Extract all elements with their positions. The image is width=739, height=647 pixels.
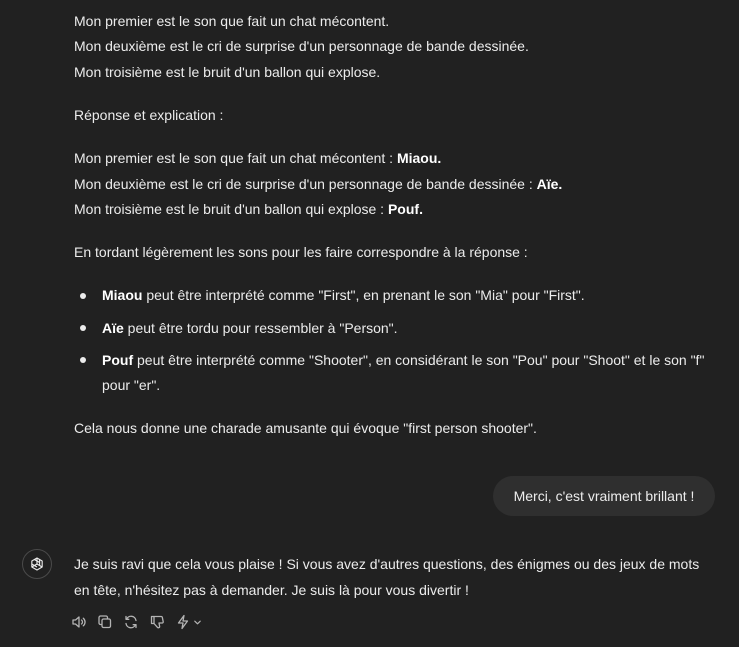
answer-line-1-bold: Miaou. — [396, 150, 442, 166]
conclusion: Cela nous donne une charade amusante qui évoque "first person shooter". — [74, 420, 537, 436]
thumbs-down-icon — [149, 614, 165, 630]
answer-line-3-bold: Pouf. — [387, 201, 423, 217]
message-actions — [71, 612, 202, 632]
bullet-2-text: peut être tordu pour ressembler à "Person". — [123, 320, 398, 336]
read-aloud-button[interactable] — [71, 614, 87, 630]
answer-line-3-prefix: Mon troisième est le bruit d'un ballon qui explose : — [74, 201, 388, 217]
bullet-2-bold: Aïe — [102, 320, 124, 336]
assistant-reply-line-2: en tête, n'hésitez pas à demander. Je suis là pour vous divertir ! — [74, 582, 469, 598]
bullet-item-2 — [102, 318, 398, 338]
answer-line-2 — [74, 174, 562, 194]
answer-heading: Réponse et explication : — [74, 107, 224, 123]
bullet-dot-3 — [80, 357, 86, 363]
bullet-dot-2 — [80, 325, 86, 331]
bullet-item-3 — [102, 350, 704, 370]
twist-intro: En tordant légèrement les sons pour les faire correspondre à la réponse : — [74, 244, 528, 260]
model-switch-button[interactable] — [175, 614, 202, 630]
bullet-dot-1 — [80, 293, 86, 299]
user-message-bubble — [493, 476, 715, 516]
openai-logo-icon — [28, 555, 46, 573]
user-message-text: Merci, c'est vraiment brillant ! — [513, 488, 695, 504]
copy-icon — [97, 614, 113, 630]
lightning-icon — [175, 614, 191, 630]
regenerate-button[interactable] — [123, 614, 139, 630]
answer-line-1 — [74, 148, 441, 168]
bullet-item-3-continued: pour "er". — [102, 377, 161, 393]
answer-line-2-bold: Aïe. — [536, 176, 563, 192]
answer-line-1-prefix: Mon premier est le son que fait un chat mécontent : — [74, 150, 397, 166]
riddle-line-2: Mon deuxième est le cri de surprise d'un personnage de bande dessinée. — [74, 38, 529, 54]
answer-line-3 — [74, 199, 423, 219]
regenerate-icon — [123, 614, 139, 630]
thumbs-down-button[interactable] — [149, 614, 165, 630]
bullet-3-text: peut être interprété comme "Shooter", en considérant le son "Pou" pour "Shoot" et le son "f" — [133, 352, 705, 368]
riddle-line-1: Mon premier est le son que fait un chat mécontent. — [74, 13, 390, 29]
assistant-reply-line-1: Je suis ravi que cela vous plaise ! Si vous avez d'autres questions, des énigmes ou des jeux de mots — [74, 556, 700, 572]
bullet-1-bold: Miaou — [102, 287, 143, 303]
bullet-3-bold: Pouf — [102, 352, 134, 368]
copy-button[interactable] — [97, 614, 113, 630]
bullet-1-text: peut être interprété comme "First", en prenant le son "Mia" pour "First". — [142, 287, 585, 303]
bullet-item-1 — [102, 285, 585, 305]
assistant-avatar — [22, 549, 52, 579]
answer-line-2-prefix: Mon deuxième est le cri de surprise d'un personnage de bande dessinée : — [74, 176, 537, 192]
speaker-icon — [71, 614, 87, 630]
chevron-down-icon — [193, 618, 202, 627]
riddle-line-3: Mon troisième est le bruit d'un ballon qui explose. — [74, 64, 381, 80]
